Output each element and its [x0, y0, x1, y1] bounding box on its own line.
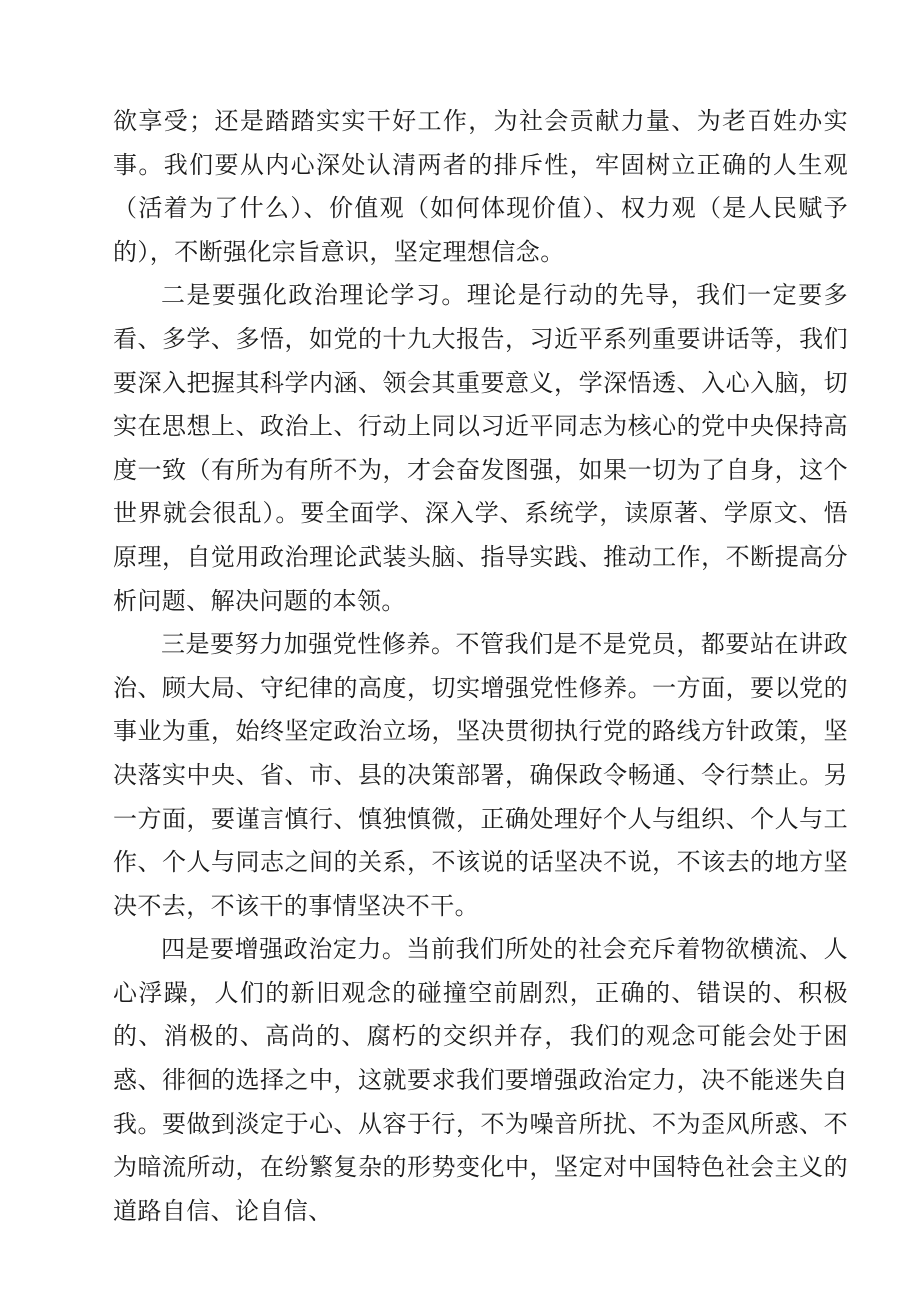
document-body	[113, 100, 848, 1233]
paragraph-political-resolve: 四是要增强政治定力。当前我们所处的社会充斥着物欲横流、人心浮躁，人们的新旧观念的碰撞空前剧烈，正确的、错误的、积极的、消极的、高尚的、腐朽的交织并存，我们的观念可能会处于困惑、徘徊的选择之中，这就要求我们要增强政治定力，决不能迷失自我。要做到淡定于心、从容于行，不为噪音所扰、不为歪风所惑、不为暗流所动，在纷繁复杂的形势变化中，坚定对中国特色社会主义的道路自信、论自信、	[113, 935, 848, 1225]
paragraph-political-theory: 二是要强化政治理论学习。理论是行动的先导，我们一定要多看、多学、多悟，如党的十九大报告，习近平系列重要讲话等，我们要深入把握其科学内涵、领会其重要意义，学深悟透、入心入脑，切实在思想上、政治上、行动上同以习近平同志为核心的党中央保持高度一致（有所为有所不为，才会奋发图强，如果一切为了自身，这个世界就会很乱）。要全面学、深入学、系统学，读原著、学原文、悟原理，自觉用政治理论武装头脑、指导实践、推动工作，不断提高分析问题、解决问题的本领。	[113, 281, 848, 615]
paragraph-continuation: 欲享受；还是踏踏实实干好工作，为社会贡献力量、为老百姓办实事。我们要从内心深处认清两者的排斥性，牢固树立正确的人生观（活着为了什么）、价值观（如何体现价值）、权力观（是人民赋予的），不断强化宗旨意识，坚定理想信念。	[113, 107, 848, 266]
paragraph-party-spirit: 三是要努力加强党性修养。不管我们是不是党员，都要站在讲政治、顾大局、守纪律的高度，切实增强党性修养。一方面，要以党的事业为重，始终坚定政治立场，坚决贯彻执行党的路线方针政策，坚决落实中央、省、市、县的决策部署，确保政令畅通、令行禁止。另一方面，要谨言慎行、慎独慎微，正确处理好个人与组织、个人与工作、个人与同志之间的关系，不该说的话坚决不说，不该去的地方坚决不去，不该干的事情坚决不干。	[113, 630, 848, 920]
